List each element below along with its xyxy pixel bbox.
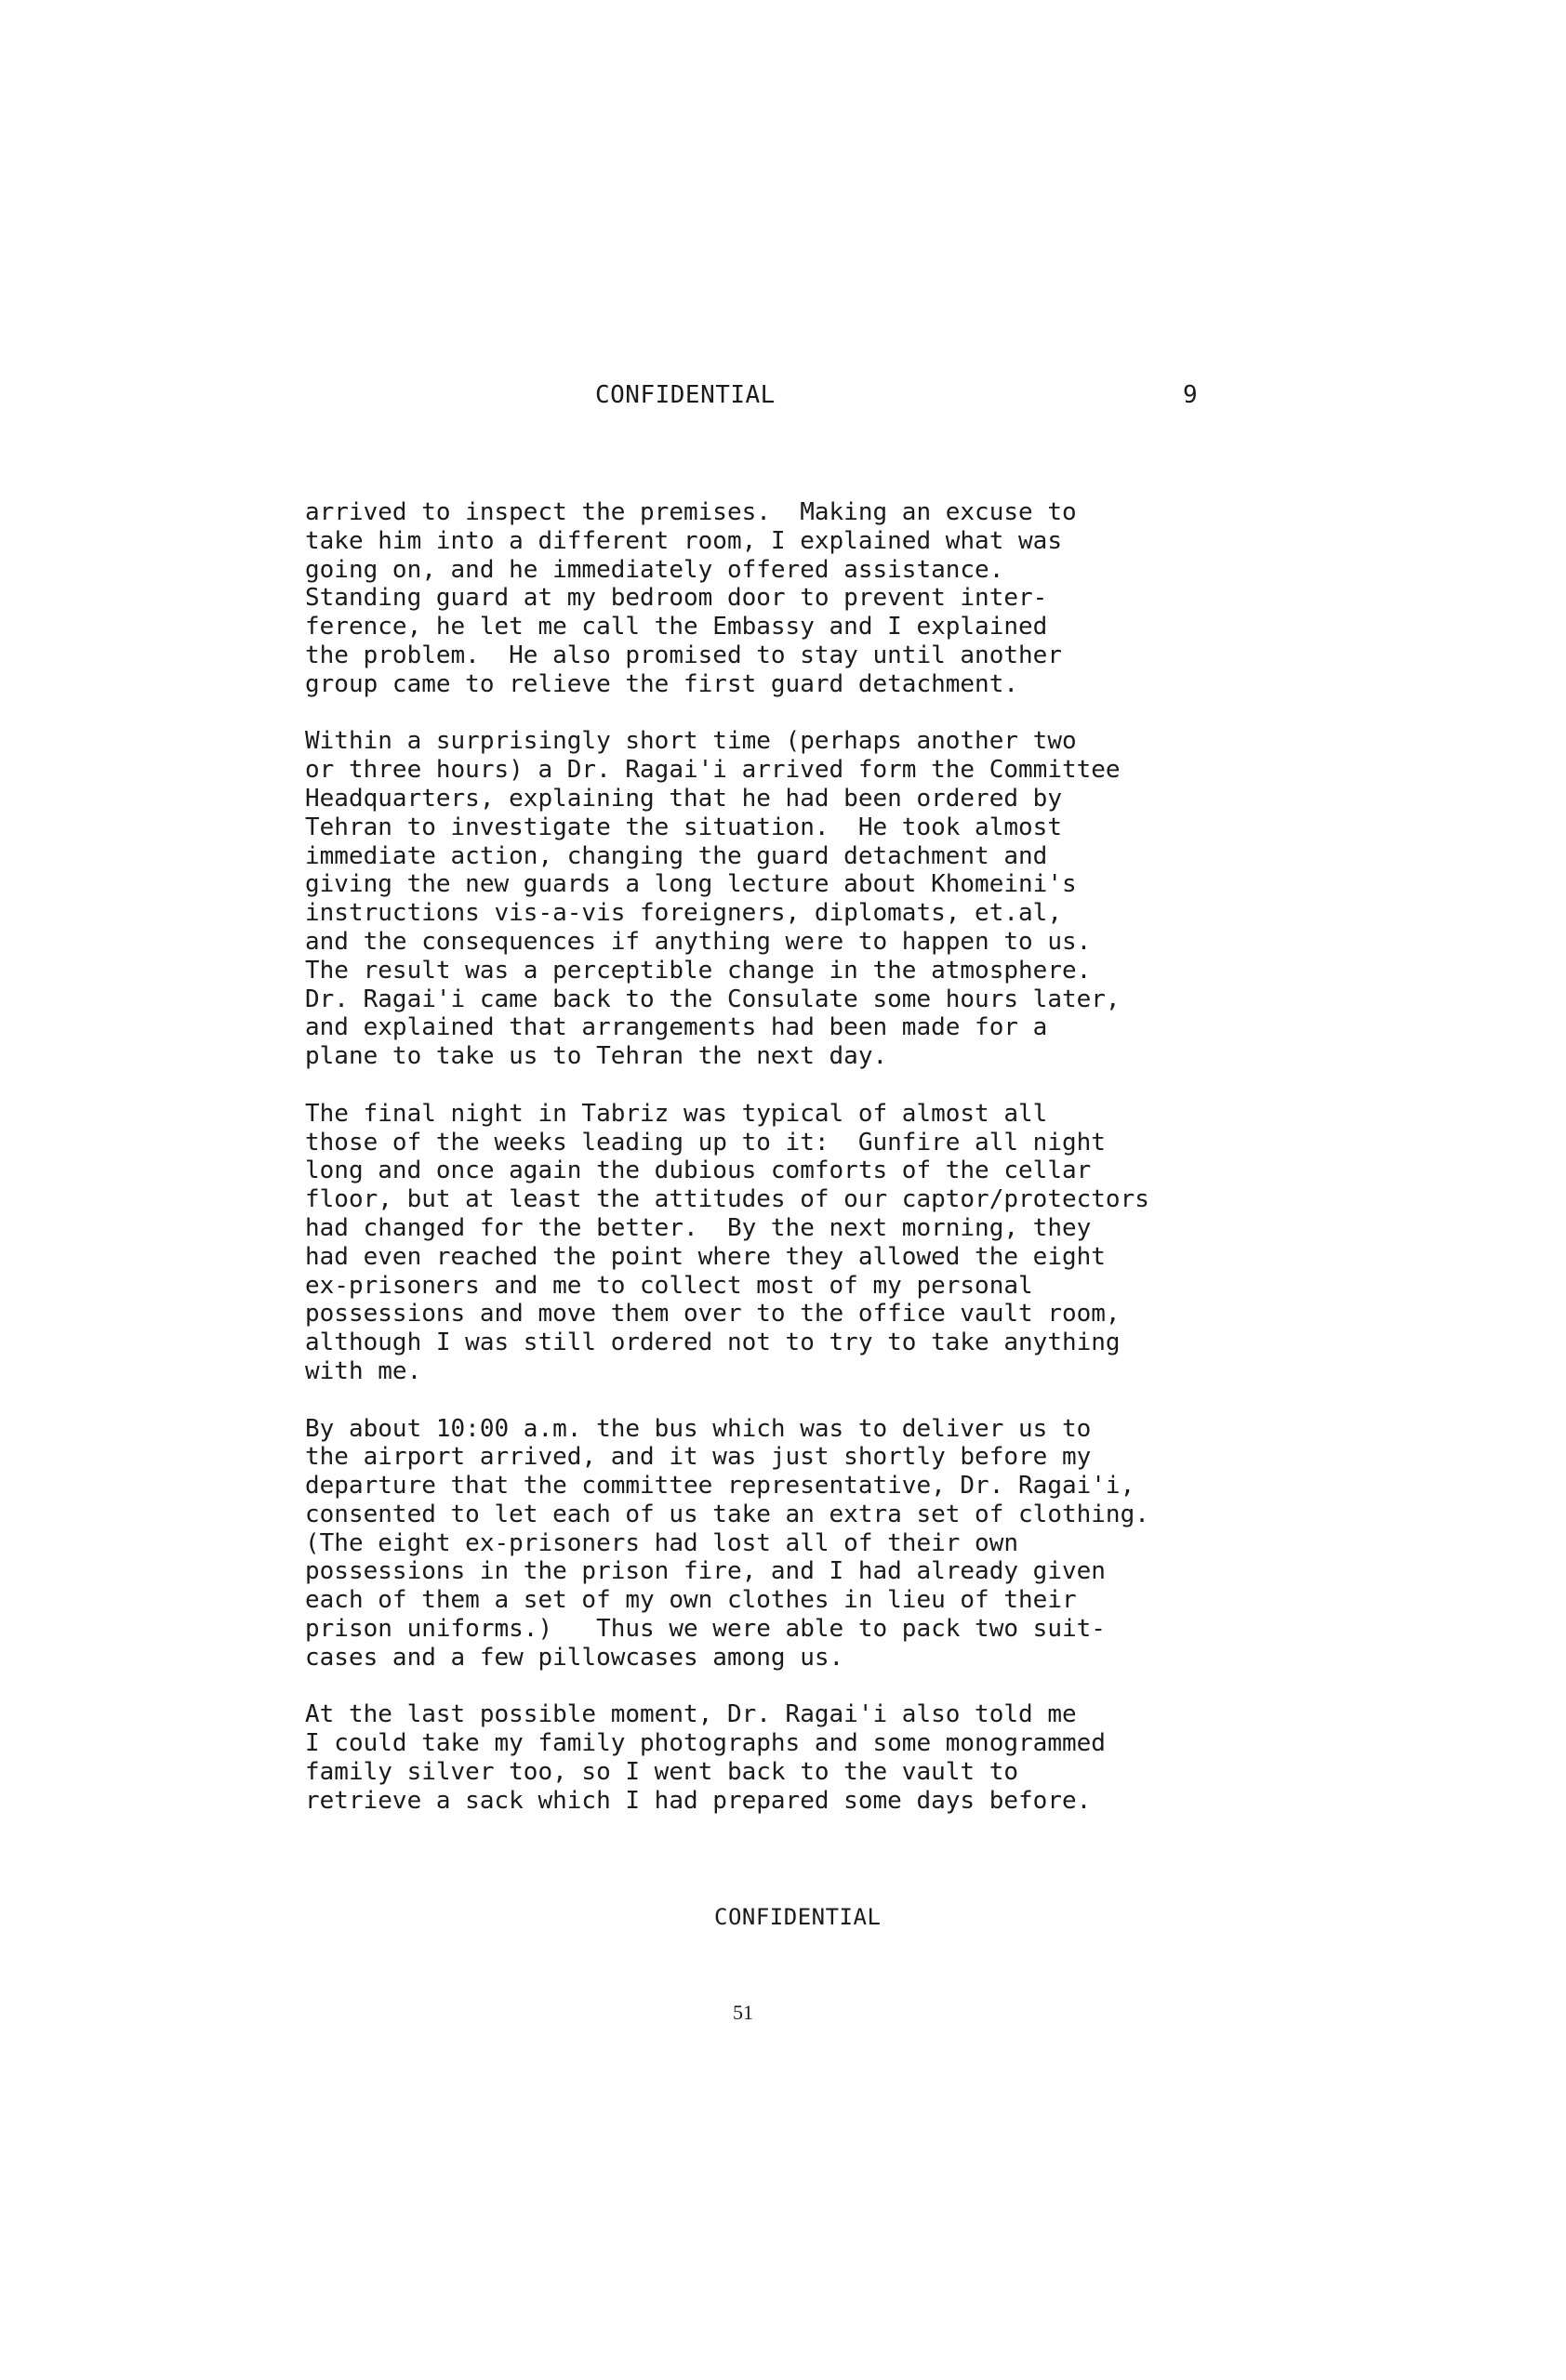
text-line: long and once again the dubious comforts of the cellar <box>305 1157 1092 1185</box>
header-classification: CONFIDENTIAL <box>595 381 776 409</box>
text-line: ference, he let me call the Embassy and I explained <box>305 613 1048 641</box>
text-line: Standing guard at my bedroom door to prevent inter- <box>305 584 1048 613</box>
text-line: arrived to inspect the premises. Making an excuse to <box>305 498 1077 526</box>
text-line: prison uniforms.) Thus we were able to pack two suit- <box>305 1615 1106 1644</box>
text-line: The final night in Tabriz was typical of almost all <box>305 1099 1048 1128</box>
text-line: instructions vis-a-vis foreigners, diplomats, et.al, <box>305 899 1062 928</box>
text-line: By about 10:00 a.m. the bus which was to deliver us to <box>305 1414 1092 1443</box>
text-line: family silver too, so I went back to the vault to <box>305 1758 1019 1787</box>
text-line: although I was still ordered not to try to take anything <box>305 1329 1121 1357</box>
footer-page-number: 51 <box>733 2001 753 2024</box>
text-line: had changed for the better. By the next morning, they <box>305 1213 1092 1242</box>
text-line: departure that the committee representative, Dr. Ragai'i, <box>305 1472 1135 1501</box>
text-line: those of the weeks leading up to it: Gunfire all night <box>305 1128 1106 1157</box>
text-line: floor, but at least the attitudes of our captor/protectors <box>305 1185 1149 1214</box>
text-line: retrieve a sack which I had prepared some days before. <box>305 1786 1092 1815</box>
text-line: group came to relieve the first guard detachment. <box>305 669 1019 698</box>
text-line: plane to take us to Tehran the next day. <box>305 1042 888 1071</box>
text-line: Dr. Ragai'i came back to the Consulate some hours later, <box>305 985 1121 1013</box>
text-line: The result was a perceptible change in the atmosphere. <box>305 956 1092 985</box>
text-line: or three hours) a Dr. Ragai'i arrived form the Committee <box>305 756 1121 785</box>
text-line: possessions in the prison fire, and I had already given <box>305 1557 1106 1586</box>
paragraph-1 <box>305 498 1328 699</box>
footer-classification: CONFIDENTIAL <box>714 1904 882 1930</box>
text-line: and explained that arrangements had been made for a <box>305 1013 1048 1042</box>
text-line: each of them a set of my own clothes in lieu of their <box>305 1586 1077 1615</box>
text-line: going on, and he immediately offered assistance. <box>305 555 1004 584</box>
text-line: I could take my family photographs and some monogrammed <box>305 1729 1106 1758</box>
text-line: Within a surprisingly short time (perhaps another two <box>305 727 1077 756</box>
text-line: (The eight ex-prisoners had lost all of their own <box>305 1528 1019 1557</box>
paragraph-2 <box>305 727 1328 1071</box>
paragraph-3 <box>305 1100 1328 1386</box>
document-body <box>305 498 1328 1844</box>
text-line: the airport arrived, and it was just shortly before my <box>305 1443 1092 1472</box>
text-line: possessions and move them over to the office vault room, <box>305 1300 1121 1329</box>
text-line: and the consequences if anything were to happen to us. <box>305 927 1092 956</box>
text-line: giving the new guards a long lecture about Khomeini's <box>305 870 1077 899</box>
text-line: ex-prisoners and me to collect most of my personal <box>305 1271 1033 1300</box>
header-page-number: 9 <box>1183 381 1198 409</box>
text-line: immediate action, changing the guard detachment and <box>305 841 1048 870</box>
paragraph-5 <box>305 1700 1328 1815</box>
text-line: had even reached the point where they allowed the eight <box>305 1242 1106 1271</box>
paragraph-4 <box>305 1415 1328 1673</box>
text-line: cases and a few pillowcases among us. <box>305 1643 844 1672</box>
text-line: the problem. He also promised to stay until another <box>305 641 1062 669</box>
text-line: Tehran to investigate the situation. He took almost <box>305 813 1062 841</box>
text-line: take him into a different room, I explained what was <box>305 526 1062 555</box>
text-line: At the last possible moment, Dr. Ragai'i also told me <box>305 1700 1077 1729</box>
text-line: Headquarters, explaining that he had been ordered by <box>305 784 1062 813</box>
text-line: consented to let each of us take an extra set of clothing. <box>305 1500 1149 1528</box>
text-line: with me. <box>305 1356 422 1385</box>
